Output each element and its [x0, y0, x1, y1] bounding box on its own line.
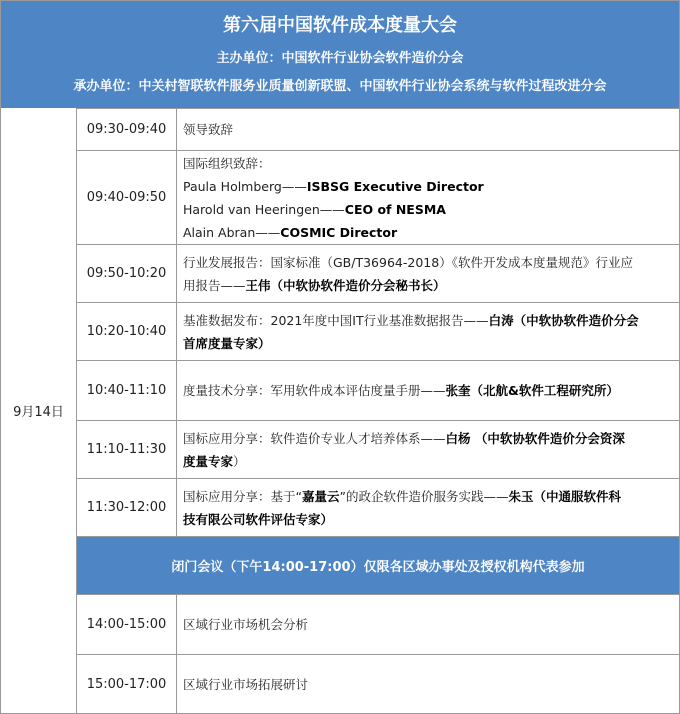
- organizer-line: 主办单位：中国软件行业协会软件造价分会: [216, 51, 464, 66]
- session-row: [77, 302, 679, 360]
- session-line: [183, 613, 671, 636]
- session-bold-text: ISBSG Executive Director: [306, 178, 484, 194]
- session-line: [183, 175, 671, 198]
- session-text: ”的政企软件造价服务实践——: [339, 488, 509, 504]
- session-content: [177, 595, 679, 654]
- session-line: [183, 508, 671, 531]
- session-row: [77, 420, 679, 478]
- session-row: [77, 654, 679, 713]
- session-bold-text: CEO of NESMA: [344, 201, 446, 217]
- session-time: 11:10-11:30: [77, 421, 177, 478]
- session-line: [183, 152, 671, 175]
- session-text: 区域行业市场机会分析: [183, 617, 309, 632]
- session-bold-text: 朱玉（中通服软件科: [508, 488, 621, 504]
- session-line: [183, 309, 671, 332]
- session-time: 10:20-10:40: [77, 303, 177, 360]
- session-text: 基准数据发布：2021年度中国IT行业基准数据报告——: [183, 312, 489, 328]
- session-time: 15:00-17:00: [77, 655, 177, 713]
- session-line: [183, 198, 671, 221]
- session-text: 用报告——: [183, 277, 246, 293]
- session-row: [77, 108, 679, 150]
- session-text: 区域行业市场拓展研讨: [183, 676, 309, 692]
- session-text: Alain Abran——: [183, 224, 281, 240]
- session-content: [177, 245, 679, 302]
- session-row: [77, 150, 679, 244]
- session-text: Paula Holmberg——: [183, 178, 307, 194]
- agenda-header: [1, 1, 679, 108]
- session-bold-text: 张奎（北航&软件工程研究所）: [445, 383, 619, 398]
- session-bold-text: 首席度量专家）: [183, 335, 271, 351]
- session-row: [77, 244, 679, 302]
- session-text: 行业发展报告：国家标准（GB/T36964-2018）《软件开发成本度量规范》行业应: [183, 254, 633, 270]
- session-text: 国标应用分享：基于“: [183, 488, 302, 504]
- session-time: 10:40-11:10: [77, 361, 177, 420]
- session-line: [183, 379, 671, 402]
- session-text: Harold van Heeringen——: [183, 201, 345, 217]
- session-time: 09:50-10:20: [77, 245, 177, 302]
- session-text: 国际组织致辞：: [183, 155, 271, 171]
- session-content: [177, 109, 679, 150]
- session-time: 09:30-09:40: [77, 109, 177, 150]
- session-bold-text: 白涛（中软协软件造价分会: [488, 312, 639, 328]
- session-row: [77, 478, 679, 536]
- session-row: [77, 360, 679, 420]
- session-line: [183, 673, 671, 696]
- session-content: [177, 655, 679, 713]
- session-time: 09:40-09:50: [77, 151, 177, 244]
- session-content: [177, 151, 679, 244]
- session-time: 11:30-12:00: [77, 479, 177, 536]
- co-organizer-line: 承办单位：中关村智联软件服务业质量创新联盟、中国软件行业协会系统与软件过程改进分会: [73, 79, 607, 94]
- date-cell: 9月14日: [1, 108, 77, 713]
- session-row: [77, 594, 679, 654]
- conference-title: 第六届中国软件成本度量大会: [223, 15, 457, 36]
- session-line: [183, 332, 671, 355]
- session-content: [177, 479, 679, 536]
- session-bold-text: COSMIC Director: [280, 224, 398, 240]
- session-bold-text: 白杨 （中软协软件造价分会资深: [445, 430, 625, 446]
- closed-meeting-banner: 闭门会议（下午14:00-17:00）仅限各区域办事处及授权机构代表参加: [77, 536, 679, 594]
- session-line: [183, 450, 671, 473]
- session-time: 14:00-15:00: [77, 595, 177, 654]
- session-text: 国标应用分享：软件造价专业人才培养体系——: [183, 430, 446, 446]
- session-bold-text: 度量专家: [183, 453, 234, 469]
- session-bold-text: 王伟（中软协软件造价分会秘书长）: [245, 277, 446, 293]
- session-content: [177, 361, 679, 420]
- session-bold-text: 嘉量云: [301, 488, 340, 504]
- session-line: [183, 427, 671, 450]
- session-line: [183, 251, 671, 274]
- session-text: 领导致辞: [183, 122, 234, 137]
- session-text: 度量技术分享：军用软件成本评估度量手册——: [183, 383, 446, 398]
- session-content: [177, 421, 679, 478]
- session-content: [177, 303, 679, 360]
- session-line: [183, 221, 671, 244]
- session-line: [183, 118, 671, 141]
- session-line: [183, 485, 671, 508]
- session-bold-text: 技有限公司软件评估专家）: [183, 511, 334, 527]
- session-text: ）: [233, 453, 246, 469]
- session-line: [183, 274, 671, 297]
